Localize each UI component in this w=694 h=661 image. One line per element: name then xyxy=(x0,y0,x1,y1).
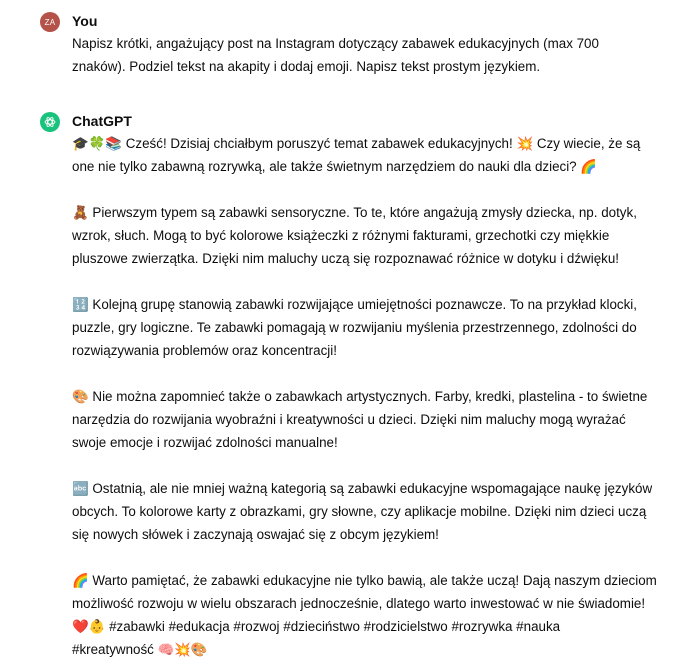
user-author-name: You xyxy=(72,13,98,29)
message-line: 🎨 Nie można zapomnieć także o zabawkach artystycznych. Farby, kredki, plastelina - to świetne xyxy=(72,389,648,404)
assistant-paragraph xyxy=(72,293,684,362)
assistant-paragraph xyxy=(72,477,684,546)
user-avatar-initials: ZA xyxy=(44,17,56,27)
assistant-author-name: ChatGPT xyxy=(72,113,132,129)
message-line: wzrok, słuch. Mogą to być kolorowe książeczki z różnymi fakturami, grzechotki czy miękkie xyxy=(72,228,610,243)
assistant-paragraph xyxy=(72,201,684,270)
assistant-paragraph xyxy=(72,569,684,661)
user-avatar xyxy=(40,12,60,32)
message-line: puzzle, gry logiczne. Te zabawki pomagają w rozwijaniu myślenia przestrzennego, zdolności do xyxy=(72,320,637,335)
message-line: 🌈 Warto pamiętać, że zabawki edukacyjne nie tylko bawią, ale także uczą! Dają naszym dzieciom xyxy=(72,573,657,588)
user-message-paragraph xyxy=(72,32,684,78)
chatgpt-avatar xyxy=(40,112,60,132)
message-line: znaków). Podziel tekst na akapity i dodaj emoji. Napisz tekst prostym językiem. xyxy=(72,59,541,74)
assistant-message xyxy=(40,112,684,657)
message-line: 🔢 Kolejną grupę stanowią zabawki rozwijające umiejętności poznawcze. To na przykład klocki, xyxy=(72,297,637,312)
message-line: Napisz krótki, angażujący post na Instagram dotyczący zabawek edukacyjnych (max 700 xyxy=(72,36,599,51)
assistant-message-body xyxy=(72,132,684,661)
message-line: 🔤 Ostatnią, ale nie mniej ważną kategorią są zabawki edukacyjne wspomagające naukę języków xyxy=(72,481,653,496)
message-line: narzędzia do rozwijania wyobraźni i kreatywności u dzieci. Dzięki nim maluchy mogą wyrażać xyxy=(72,412,626,427)
openai-logo-icon xyxy=(43,115,57,129)
message-line: 🧸 Pierwszym typem są zabawki sensoryczne. To te, które angażują zmysły dziecka, np. dotyk, xyxy=(72,205,637,220)
assistant-paragraph xyxy=(72,385,684,454)
user-message xyxy=(40,12,684,72)
message-line: obcych. To kolorowe karty z obrazkami, gry słowne, czy aplikacje mobilne. Dzięki nim dzieci uczą xyxy=(72,504,647,519)
message-line: #kreatywność 🧠💥🎨 xyxy=(72,642,208,657)
message-line: możliwość rozwoju w wielu obszarach jednocześnie, dlatego warto inwestować w nie świadomie! xyxy=(72,596,646,611)
message-line: pluszowe zwierzątka. Dzięki nim maluchy uczą się rozpoznawać różnice w dotyku i dźwięku! xyxy=(72,251,620,266)
user-message-body xyxy=(72,32,684,78)
message-line: ❤️👶 #zabawki #edukacja #rozwoj #dzieciństwo #rodzicielstwo #rozrywka #nauka xyxy=(72,619,561,634)
assistant-paragraph xyxy=(72,132,684,178)
message-line: one nie tylko zabawną rozrywką, ale także świetnym narzędziem do nauki dla dzieci? 🌈 xyxy=(72,159,598,174)
message-line: rozwiązywania problemów oraz koncentracji! xyxy=(72,343,337,358)
message-line: 🎓🍀📚 Cześć! Dzisiaj chciałbym poruszyć temat zabawek edukacyjnych! 💥 Czy wiecie, że są xyxy=(72,136,641,151)
message-line: się nowych słówek i zaczynają oswajać się z obcym językiem! xyxy=(72,527,439,542)
message-line: swoje emocje i rozwijać zdolności manualne! xyxy=(72,435,338,450)
